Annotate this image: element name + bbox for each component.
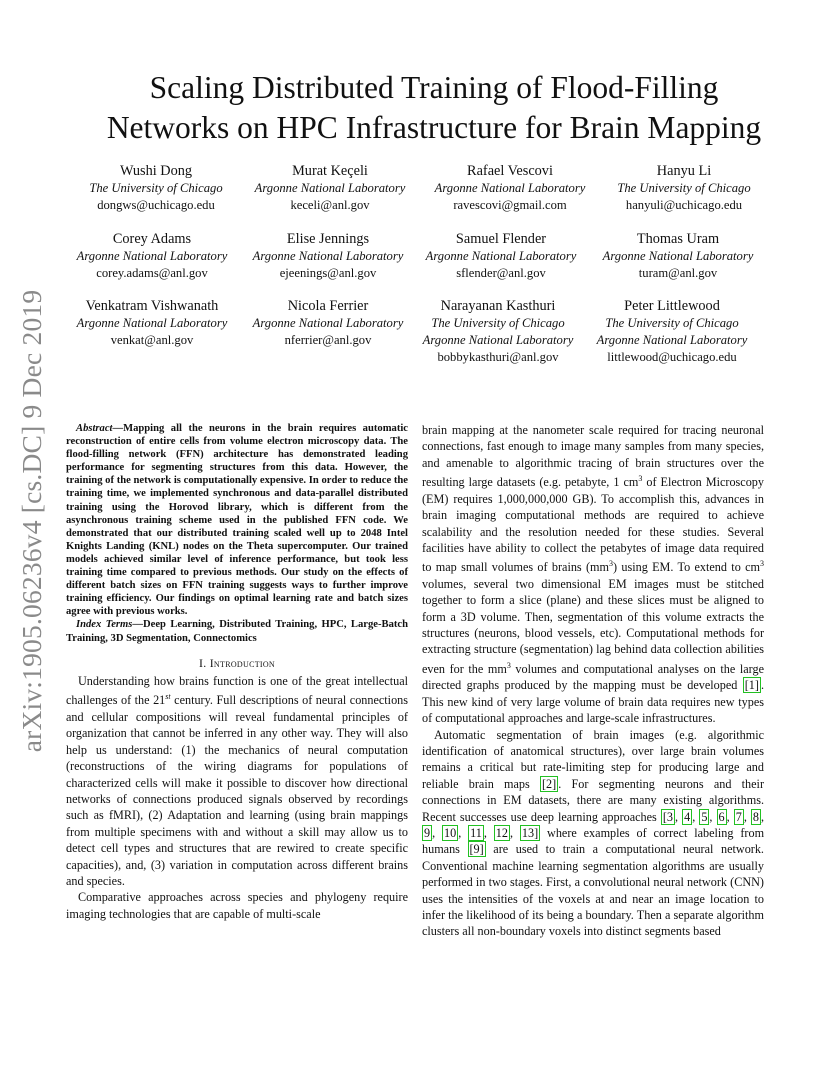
paragraph-text: brain mapping at the nanometer scale required for tracing neuronal connections, fast enough to image many samples from many species, and amenable to algorithmic tracing of brain structures over the resulting large datasets (e.g. petabyte, 1 cm: [422, 423, 764, 490]
citation-link[interactable]: 4: [684, 809, 691, 824]
paragraph-text: are used to train a computational neural network. Conventional machine learning segmentation algorithms are usually performed in two stages. First, a convolutional neural network (CNN) uses the intensities of the voxels at and near an image location to infer the likelihood of its being a boundary. Then a separate algorithm clusters all non-boundary voxels into distinct segments based: [422, 842, 764, 939]
citation-link[interactable]: 11: [470, 825, 482, 840]
section-title: Introduction: [209, 655, 276, 670]
citation-link[interactable]: [9]: [469, 842, 484, 857]
citation-link[interactable]: 5: [701, 809, 708, 824]
author-email: venkat@anl.gov: [110, 333, 194, 347]
index-terms: [66, 618, 408, 644]
arxiv-identifier-stamp: [8, 282, 56, 760]
author-name: Peter Littlewood: [624, 298, 720, 314]
right-column: [422, 422, 764, 940]
citation-group: [3 , 4 , 5 , 6 , 7 , 8 , 9 , 10 , 11 , 12 , 13]: [424, 809, 765, 840]
author-block: [238, 231, 418, 282]
superscript: 3: [760, 559, 764, 569]
abstract-label: Abstract: [76, 423, 113, 434]
author-name: Rafael Vescovi: [467, 163, 553, 179]
author-block: [62, 298, 242, 349]
paragraph-text: century. Full descriptions of neural connections and cellular compositions will reveal fundamental principles of organization that cannot be inferred in any other way. They will also help us understand: (1) the mechanics of neural computation (reconstructions of the wiring diagrams for populations of characterized cells will make it possible to discover how directional networks of connections produced signals observed by recordings such as fMRI), (2) Adaptation and learning (using brain mappings from multiple specimens with and without a skill may allow us to detect cell types and structures that are rewired to create specific capacities), and, (3) variation in computation across different brains and species.: [66, 693, 408, 888]
author-email: dongws@uchicago.edu: [97, 198, 215, 212]
author-affiliation: Argonne National Laboratory: [425, 249, 577, 263]
body-paragraph: [422, 422, 764, 727]
body-paragraph: [422, 727, 764, 940]
paragraph-text: where examples of correct labeling from humans: [422, 825, 765, 857]
author-email: keceli@anl.gov: [290, 198, 370, 212]
paragraph-text: volumes and computational analyses on the large directed graphs produced by the mapping must be developed: [422, 661, 764, 693]
citation-link[interactable]: 7: [735, 809, 742, 824]
author-name: Samuel Flender: [455, 231, 547, 247]
author-email: bobbykasthuri@anl.gov: [437, 350, 559, 364]
author-affiliation-secondary: Argonne National Laboratory: [422, 333, 574, 347]
author-name: Hanyu Li: [656, 163, 712, 179]
author-affiliation: The University of Chicago: [605, 316, 739, 330]
author-name: Venkatram Vishwanath: [85, 298, 219, 314]
superscript: st: [165, 692, 171, 702]
author-affiliation: Argonne National Laboratory: [602, 249, 754, 263]
author-affiliation: Argonne National Laboratory: [76, 249, 228, 263]
superscript: 3: [609, 559, 613, 569]
citation-link[interactable]: 8: [752, 809, 760, 824]
body-paragraph: [66, 889, 408, 922]
arxiv-identifier-text: arXiv:1905.06236v4 [cs.DC] 9 Dec 2019: [16, 289, 47, 753]
author-block: [411, 231, 591, 282]
index-terms-text: —Deep Learning, Distributed Training, HPC, Large-Batch Training, 3D Segmentation, Connectomics: [66, 619, 408, 644]
author-name: Wushi Dong: [119, 163, 193, 179]
citation-link[interactable]: 12: [495, 825, 508, 840]
author-email: sflender@anl.gov: [456, 266, 546, 280]
author-block: [240, 163, 420, 214]
author-affiliation: The University of Chicago: [89, 181, 223, 195]
citation-link[interactable]: [1]: [744, 678, 759, 693]
author-name: Narayanan Kasthuri: [440, 298, 556, 314]
citation-link[interactable]: 6: [718, 809, 725, 824]
author-affiliation: Argonne National Laboratory: [434, 181, 586, 195]
paragraph-text: of Electron Microscopy (EM) requires 1,000,000,000 GB). To accomplish this, advances in brain imaging computational methods are required to achieve scalability and the resolution needed for these studies. Several facilities have ability to collect the petabytes of image data required to map small volumes of brains (mm: [422, 475, 764, 575]
author-block: [582, 298, 762, 366]
superscript: 3: [506, 660, 511, 670]
citation-link[interactable]: 9: [424, 825, 431, 840]
author-affiliation: Argonne National Laboratory: [76, 316, 228, 330]
citation-link[interactable]: [3: [662, 809, 673, 824]
section-numeral: I.: [198, 655, 210, 670]
abstract: [66, 422, 408, 618]
superscript: 3: [638, 474, 643, 484]
paragraph-text: ) using EM. To extend to cm: [613, 560, 760, 575]
author-email: littlewood@uchicago.edu: [607, 350, 737, 364]
paragraph-text: . For segmenting neurons and their connections in EM datasets, there are many existing algorithms. Recent successes use deep learning approaches: [422, 776, 764, 824]
citation-link[interactable]: [2]: [541, 776, 557, 791]
author-name: Nicola Ferrier: [287, 298, 369, 314]
author-email: ejeenings@anl.gov: [279, 266, 377, 280]
author-name: Corey Adams: [112, 231, 192, 247]
author-block: [408, 298, 588, 366]
citation-link[interactable]: 10: [444, 825, 457, 840]
author-affiliation: Argonne National Laboratory: [252, 316, 404, 330]
author-block: [588, 231, 768, 282]
author-affiliation: Argonne National Laboratory: [254, 181, 406, 195]
paragraph-text: volumes, several two dimensional EM images must be stitched together to form a slice (plane) and these slices must be aligned to form a 3D volume. Then, segmentation of this volume extracts the structures (neurons, blood vessels, etc). Computational methods for extracting structure (segmentation) lag behind data collection abilities even for the mm: [422, 576, 764, 676]
paper-title: [40, 68, 828, 148]
author-block: [420, 163, 600, 214]
paragraph-text: Comparative approaches across species and phylogeny require imaging technologies that are capable of multi-scale: [66, 890, 408, 921]
body-paragraph: [66, 673, 408, 889]
author-affiliation: The University of Chicago: [617, 181, 751, 195]
abstract-text: —Mapping all the neurons in the brain requires automatic reconstruction of entire cells from volume electron microscopy data. The flood-filling network (FFN) architecture has demonstrated leading performance for segmenting structures from this data. However, the training of the network is computationally expensive. In order to reduce the training time, we implemented synchronous and data-parallel distributed training using the Horovod library, which is different from the asynchronous training scheme used in the published FFN code. We demonstrated that our distributed training scaled well up to 2048 Intel Knights Landing (KNL) nodes on the Theta supercomputer. Our trained models achieved similar level of inference performance, but took less training time compared to previous methods. Our study on the effects of different batch sizes on FFN training suggests ways to further improve training efficiency. Our findings on optimal learning rate and batch sizes agree with previous works.: [66, 423, 408, 618]
title-line-2: Networks on HPC Infrastructure for Brain Mapping: [106, 110, 762, 145]
title-line-1: Scaling Distributed Training of Flood-Filling: [149, 70, 719, 105]
author-affiliation: The University of Chicago: [431, 316, 565, 330]
author-email: hanyuli@uchicago.edu: [625, 198, 743, 212]
author-name: Murat Keçeli: [292, 163, 368, 179]
author-email: corey.adams@anl.gov: [96, 266, 208, 280]
paragraph-text: Automatic segmentation of brain images (e.g. algorithmic identification of anatomical structures), over large brain volumes remains a critical but rate-limiting step for producing large and reliable brain maps: [422, 727, 764, 791]
author-block: [66, 163, 246, 214]
author-name: Elise Jennings: [286, 231, 370, 247]
author-block: [594, 163, 774, 214]
paragraph-text: Understanding how brains function is one of the great intellectual challenges of the 21: [66, 674, 408, 708]
author-name: Thomas Uram: [636, 231, 720, 247]
section-heading-introduction: [66, 655, 408, 671]
author-affiliation: Argonne National Laboratory: [252, 249, 404, 263]
left-column: [66, 422, 408, 922]
author-email: nferrier@anl.gov: [284, 333, 372, 347]
author-block: [238, 298, 418, 349]
paragraph-text: . This new kind of very large volume of brain data requires new types of computational approaches and large-scale infrastructures.: [422, 678, 764, 726]
citation-link[interactable]: 13]: [521, 825, 539, 840]
author-email: ravescovi@gmail.com: [453, 198, 567, 212]
index-terms-label: Index Terms: [76, 619, 133, 631]
author-affiliation-secondary: Argonne National Laboratory: [596, 333, 748, 347]
author-block: [62, 231, 242, 282]
author-email: turam@anl.gov: [638, 266, 718, 280]
